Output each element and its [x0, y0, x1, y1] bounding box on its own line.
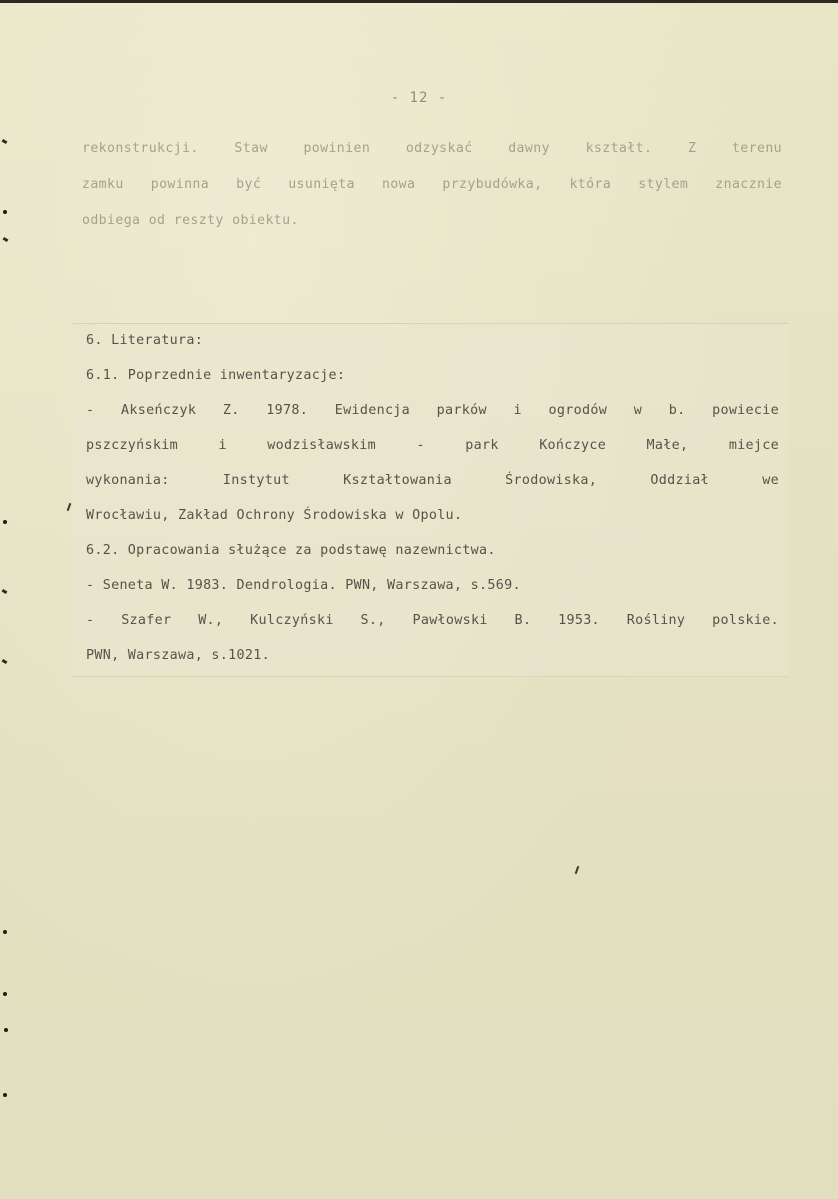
reference-line: - Seneta W. 1983. Dendrologia. PWN, Warszawa, s.569.	[86, 578, 521, 593]
margin-mark	[4, 1028, 8, 1032]
reference-line: - Szafer W., Kulczyński S., Pawłowski B. 1953. Rośliny polskie.	[86, 613, 779, 628]
margin-mark	[3, 237, 9, 242]
reference-line: wykonania: Instytut Kształtowania Środowiska, Oddział we	[86, 473, 779, 488]
reference-line: Wrocławiu, Zakład Ochrony Środowiska w Opolu.	[86, 508, 463, 523]
margin-mark	[3, 1093, 7, 1097]
margin-mark	[3, 210, 7, 214]
margin-mark	[3, 520, 7, 524]
subsection-heading: 6.2. Opracowania służące za podstawę nazewnictwa.	[86, 543, 496, 558]
section-heading: 6. Literatura:	[86, 333, 204, 348]
margin-mark	[2, 589, 8, 594]
margin-mark	[2, 139, 8, 144]
margin-mark	[3, 930, 7, 934]
paragraph-line: zamku powinna być usunięta nowa przybudówka, która stylem znacznie	[82, 177, 782, 192]
page-number: - 12 -	[390, 90, 448, 106]
margin-mark	[3, 992, 7, 996]
stray-pen-mark	[575, 866, 580, 874]
margin-mark	[2, 659, 8, 664]
reference-line: PWN, Warszawa, s.1021.	[86, 648, 270, 663]
faded-paragraph	[82, 139, 782, 247]
subsection-heading: 6.1. Poprzednie inwentaryzacje:	[86, 368, 346, 383]
paragraph-line: odbiega od reszty obiektu.	[82, 213, 299, 228]
stray-pen-mark	[67, 503, 72, 511]
literature-section	[86, 331, 779, 681]
reference-line: pszczyńskim i wodzisławskim - park Kończyce Małe, miejce	[86, 438, 779, 453]
scan-top-edge	[0, 0, 838, 3]
paragraph-line: rekonstrukcji. Staw powinien odzyskać dawny kształt. Z terenu	[82, 141, 782, 156]
reference-line: - Akseńczyk Z. 1978. Ewidencja parków i ogrodów w b. powiecie	[86, 403, 779, 418]
